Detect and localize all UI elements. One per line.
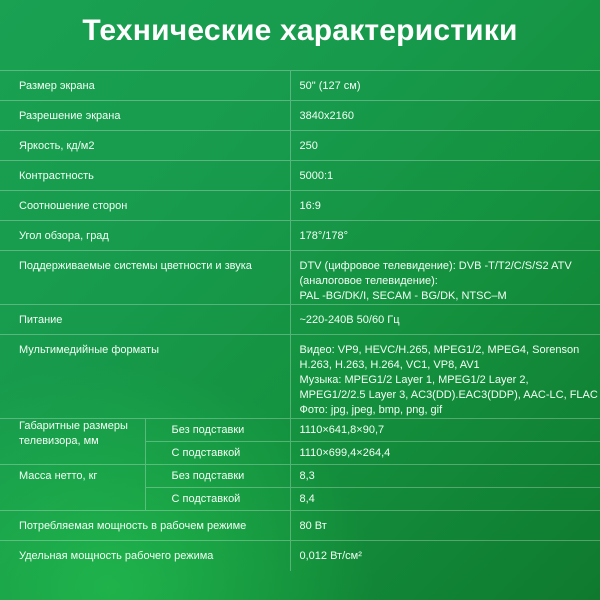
spec-label-power-consumption: Потребляемая мощность в рабочем режиме	[0, 511, 290, 541]
spec-value-text: 178°/178°	[299, 230, 349, 242]
spec-value-power	[290, 305, 600, 335]
table-row	[0, 221, 600, 251]
spec-sublabel-with-stand: С подставкой	[145, 442, 290, 465]
spec-label-color-systems: Поддерживаемые системы цветности и звука	[0, 251, 290, 305]
specifications-table	[0, 70, 600, 571]
spec-value-text: Видео: VP9, HEVC/H.265, MPEG1/2, MPEG4, Sorenson H.263, H.263, H.264, VC1, VP8, AV1 Музыка: MPEG1/2 Layer 1, MPEG1/2 Layer 2, MPEG1/2/2.5 Layer 3, AC3(DD).EAC3(DDP), AAC-LC, FLAC Фото: jpg, jpeg, bmp, png, gif	[299, 344, 598, 416]
spec-value-text: 5000:1	[299, 170, 334, 182]
table-row	[0, 541, 600, 571]
spec-label-brightness: Яркость, кд/м2	[0, 131, 290, 161]
spec-value-resolution	[290, 101, 600, 131]
spec-value-contrast	[290, 161, 600, 191]
table-row	[0, 191, 600, 221]
spec-value-aspect-ratio	[290, 191, 600, 221]
table-row	[0, 131, 600, 161]
spec-value-text: ~220-240В 50/60 Гц	[299, 314, 400, 326]
table-row	[0, 335, 600, 419]
spec-value-specific-power	[290, 541, 600, 571]
spec-label-multimedia: Мультимедийные форматы	[0, 335, 290, 419]
table-row	[0, 419, 600, 442]
spec-label-dimensions-line2: телевизора, мм	[19, 435, 99, 447]
spec-value-text: 0,012 Вт/см²	[299, 550, 362, 562]
table-row	[0, 511, 600, 541]
spec-sublabel-without-stand: Без подставки	[145, 419, 290, 442]
table-row	[0, 465, 600, 488]
spec-label-specific-power: Удельная мощность рабочего режима	[0, 541, 290, 571]
spec-value-weight-with-stand	[290, 488, 600, 511]
spec-label-viewing-angle: Угол обзора, град	[0, 221, 290, 251]
table-row	[0, 71, 600, 101]
spec-value-text: 80 Вт	[299, 520, 327, 532]
spec-label-screen-size: Размер экрана	[0, 71, 290, 101]
spec-value-color-systems	[290, 251, 600, 305]
spec-label-contrast: Контрастность	[0, 161, 290, 191]
spec-label-dimensions	[0, 419, 145, 465]
spec-sublabel-without-stand: Без подставки	[145, 465, 290, 488]
spec-sublabel-with-stand: С подставкой	[145, 488, 290, 511]
spec-label-power: Питание	[0, 305, 290, 335]
spec-value-text: 8,4	[299, 493, 315, 505]
table-row	[0, 161, 600, 191]
spec-value-text: 16:9	[299, 200, 321, 212]
page-title: Технические характеристики	[82, 14, 518, 47]
spec-label-resolution: Разрешение экрана	[0, 101, 290, 131]
spec-value-text: 3840x2160	[299, 110, 354, 122]
spec-value-viewing-angle	[290, 221, 600, 251]
spec-value-dimensions-without-stand	[290, 419, 600, 442]
spec-value-text: 250	[299, 140, 318, 152]
spec-label-net-weight: Масса нетто, кг	[0, 465, 145, 511]
spec-label-aspect-ratio: Соотношение сторон	[0, 191, 290, 221]
table-row	[0, 305, 600, 335]
spec-value-text: 50" (127 см)	[299, 80, 361, 92]
spec-value-weight-without-stand	[290, 465, 600, 488]
spec-value-power-consumption	[290, 511, 600, 541]
spec-value-dimensions-with-stand	[290, 442, 600, 465]
spec-value-text: 1110×641,8×90,7	[299, 424, 385, 436]
spec-value-text: 8,3	[299, 470, 315, 482]
spec-value-screen-size	[290, 71, 600, 101]
spec-label-dimensions-line1: Габаритные размеры	[19, 420, 128, 432]
spec-value-brightness	[290, 131, 600, 161]
table-row	[0, 101, 600, 131]
spec-value-text: DTV (цифровое телевидение): DVB -T/T2/C/S/S2 ATV (аналоговое телевидение): PAL -BG/DK/I, SECAM - BG/DK, NTSC–M	[299, 260, 572, 302]
spec-value-multimedia	[290, 335, 600, 419]
spec-value-text: 1110×699,4×264,4	[299, 447, 391, 459]
table-row	[0, 251, 600, 305]
